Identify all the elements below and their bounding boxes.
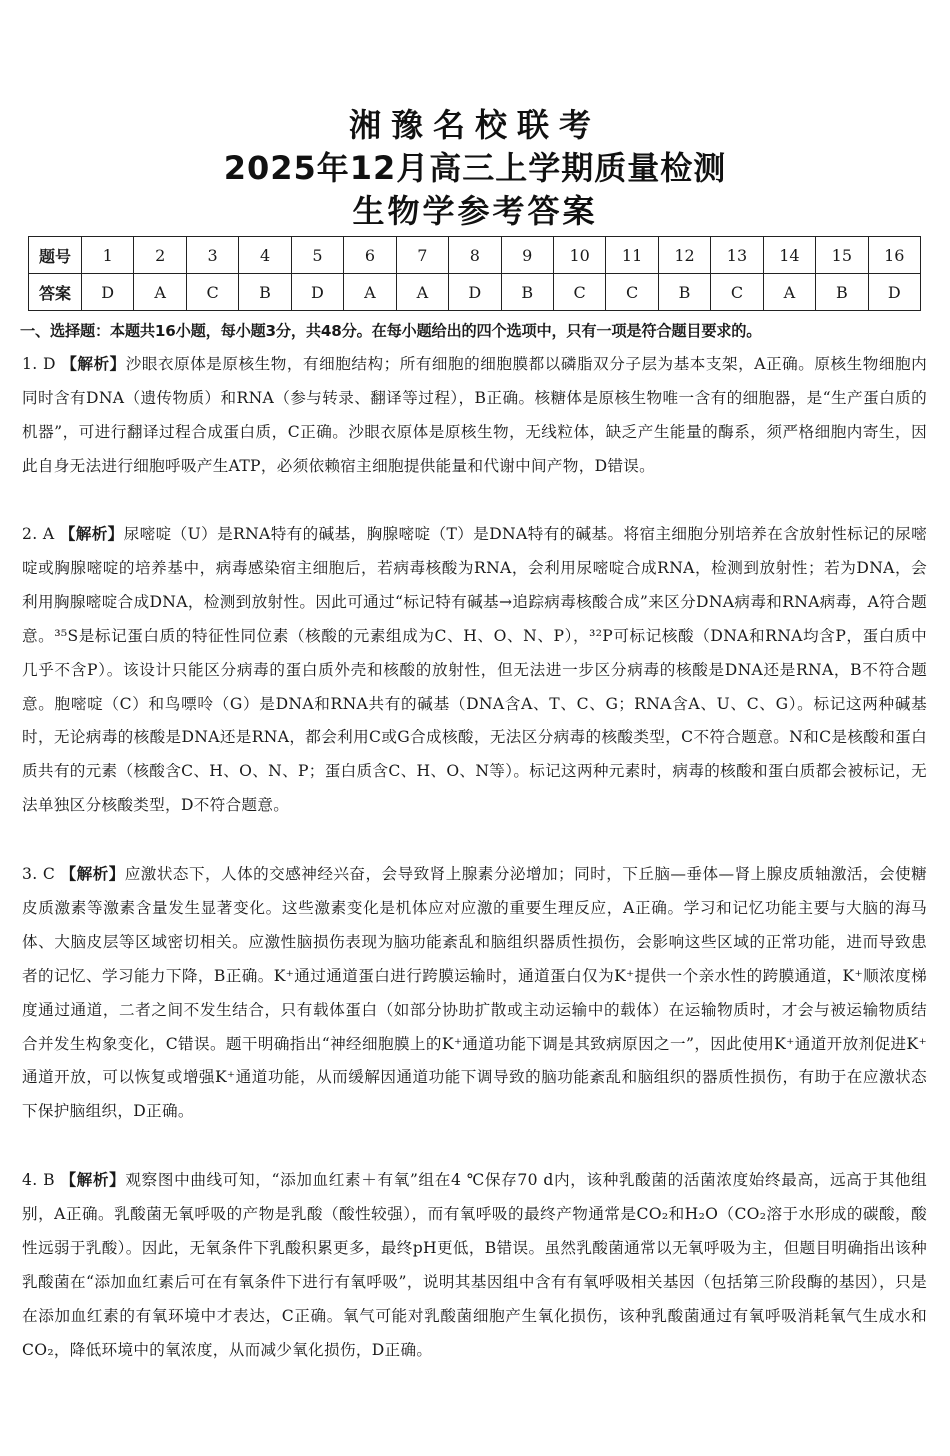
- question-number-cell: 4: [239, 237, 291, 274]
- explanation-text: 观察图中曲线可知，“添加血红素＋有氧”组在4 ℃保存70 d内，该种乳酸菌的活菌浓度始终最高，远高于其他组别，A正确。乳酸菌无氧呼吸的产物是乳酸（酸性较强），而有氧呼吸的最终产物通常是CO₂和H₂O（CO₂溶于水形成的碳酸，酸性远弱于乳酸）。因此，无氧条件下乳酸积累更多，最终pH更低，B错误。虽然乳酸菌通常以无氧呼吸为主，但题目明确指出该种乳酸菌在“添加血红素后可在有氧条件下进行有氧呼吸”，说明其基因组中含有有氧呼吸相关基因（包括第三阶段酶的基因），只是在添加血红素的有氧环境中才表达，C正确。氧气可能对乳酸菌细胞产生氧化损伤，该种乳酸菌通过有氧呼吸消耗氧气生成水和CO₂，降低环境中的氧浓度，从而减少氧化损伤，D正确。: [22, 1171, 928, 1359]
- question-number-cell: 14: [763, 237, 815, 274]
- question-number-cell: 6: [344, 237, 396, 274]
- answer-cell: A: [396, 274, 448, 311]
- answer-cell: B: [501, 274, 553, 311]
- answer-cell: D: [449, 274, 501, 311]
- question-number-cell: 11: [606, 237, 658, 274]
- question-number-cell: 8: [449, 237, 501, 274]
- question-explanation: [22, 348, 927, 484]
- answer-row: [29, 274, 921, 311]
- answer-cell: B: [239, 274, 291, 311]
- question-number-header: 题号: [29, 237, 82, 274]
- explanation-text: 应激状态下，人体的交感神经兴奋，会导致肾上腺素分泌增加；同时，下丘脑—垂体—肾上腺皮质轴激活，会使糖皮质激素等激素含量发生显著变化。这些激素变化是机体应对应激的重要生理反应，A正确。学习和记忆功能主要与大脑的海马体、大脑皮层等区域密切相关。应激性脑损伤表现为脑功能紊乱和脑组织器质性损伤，会影响这些区域的正常功能，进而导致患者的记忆、学习能力下降，B正确。K⁺通过通道蛋白进行跨膜运输时，通道蛋白仅为K⁺提供一个亲水性的跨膜通道，K⁺顺浓度梯度通过通道，二者之间不发生结合，只有载体蛋白（如部分协助扩散或主动运输中的载体）在运输物质时，才会与被运输物质结合并发生构象变化，C错误。题干明确指出“神经细胞膜上的K⁺通道功能下调是其致病原因之一”，因此使用K⁺通道开放剂促进K⁺通道开放，可以恢复或增强K⁺通道功能，从而缓解因通道功能下调导致的脑功能紊乱和脑组织的器质性损伤，有助于在应激状态下保护脑组织，D正确。: [22, 865, 927, 1121]
- question-number-cell: 1: [82, 237, 134, 274]
- answer-cell: D: [82, 274, 134, 311]
- exam-name-title: 2025年12月高三上学期质量检测: [223, 149, 727, 187]
- answer-cell: B: [658, 274, 710, 311]
- question-number-cell: 16: [868, 237, 920, 274]
- analysis-tag: 【解析】: [59, 525, 124, 543]
- answer-cell: A: [134, 274, 186, 311]
- exam-union-title: 湘豫名校联考: [348, 106, 601, 144]
- question-number-answer: 1. D: [22, 355, 56, 373]
- analysis-tag: 【解析】: [60, 1171, 126, 1189]
- question-explanation: [22, 1164, 927, 1367]
- answer-cell: C: [553, 274, 605, 311]
- explanation-text: 沙眼衣原体是原核生物，有细胞结构；所有细胞的细胞膜都以磷脂双分子层为基本支架，A正确。原核生物细胞内同时含有DNA（遗传物质）和RNA（参与转录、翻译等过程），B正确。核糖体是原核生物唯一含有的细胞器，是“生产蛋白质的机器”，可进行翻译过程合成蛋白质，C正确。沙眼衣原体是原核生物，无线粒体，缺乏产生能量的酶系，须严格细胞内寄生，因此自身无法进行细胞呼吸产生ATP，必须依赖宿主细胞提供能量和代谢中间产物，D错误。: [22, 355, 927, 475]
- question-number-cell: 9: [501, 237, 553, 274]
- subject-answer-title: 生物学参考答案: [352, 192, 598, 230]
- answer-cell: A: [344, 274, 396, 311]
- answer-key-table: [28, 236, 921, 311]
- answer-header: 答案: [29, 274, 82, 311]
- analysis-tag: 【解析】: [60, 865, 125, 883]
- question-number-answer: 4. B: [22, 1171, 55, 1189]
- answer-cell: C: [606, 274, 658, 311]
- page-bottom-fade: [0, 1372, 950, 1402]
- question-explanation: [22, 518, 927, 823]
- question-number-cell: 15: [816, 237, 868, 274]
- answer-cell: A: [763, 274, 815, 311]
- answer-cell: D: [291, 274, 343, 311]
- question-number-cell: 13: [711, 237, 763, 274]
- explanation-text: 尿嘧啶（U）是RNA特有的碱基，胸腺嘧啶（T）是DNA特有的碱基。将宿主细胞分别培养在含放射性标记的尿嘧啶或胸腺嘧啶的培养基中，病毒感染宿主细胞后，若病毒核酸为RNA，会利用尿嘧啶合成RNA，检测到放射性；若为DNA，会利用胸腺嘧啶合成DNA，检测到放射性。因此可通过“标记特有碱基→追踪病毒核酸合成”来区分DNA病毒和RNA病毒，A符合题意。³⁵S是标记蛋白质的特征性同位素（核酸的元素组成为C、H、O、N、P），³²P可标记核酸（DNA和RNA均含P，蛋白质中几乎不含P）。该设计只能区分病毒的蛋白质外壳和核酸的放射性，但无法进一步区分病毒的核酸是DNA还是RNA，B不符合题意。胞嘧啶（C）和鸟嘌呤（G）是DNA和RNA共有的碱基（DNA含A、T、C、G；RNA含A、U、C、G）。标记这两种碱基时，无论病毒的核酸是DNA还是RNA，都会利用C或G合成核酸，无法区分病毒的核酸类型，C不符合题意。N和C是核酸和蛋白质共有的元素（核酸含C、H、O、N、P；蛋白质含C、H、O、N等）。标记这两种元素时，病毒的核酸和蛋白质都会被标记，无法单独区分核酸类型，D不符合题意。: [22, 525, 927, 815]
- section-heading: 一、选择题：本题共16小题，每小题3分，共48分。在每小题给出的四个选项中，只有一项是符合题目要求的。: [20, 322, 762, 340]
- question-number-answer: 3. C: [22, 865, 56, 883]
- question-number-cell: 5: [291, 237, 343, 274]
- answer-cell: C: [711, 274, 763, 311]
- answer-cell: D: [868, 274, 920, 311]
- question-explanation: [22, 858, 927, 1129]
- question-number-cell: 10: [553, 237, 605, 274]
- question-number-cell: 2: [134, 237, 186, 274]
- question-number-cell: 12: [658, 237, 710, 274]
- question-number-cell: 7: [396, 237, 448, 274]
- analysis-tag: 【解析】: [61, 355, 126, 373]
- answer-cell: C: [186, 274, 238, 311]
- answer-cell: B: [816, 274, 868, 311]
- question-number-row: [29, 237, 921, 274]
- question-number-answer: 2. A: [22, 525, 55, 543]
- question-number-cell: 3: [186, 237, 238, 274]
